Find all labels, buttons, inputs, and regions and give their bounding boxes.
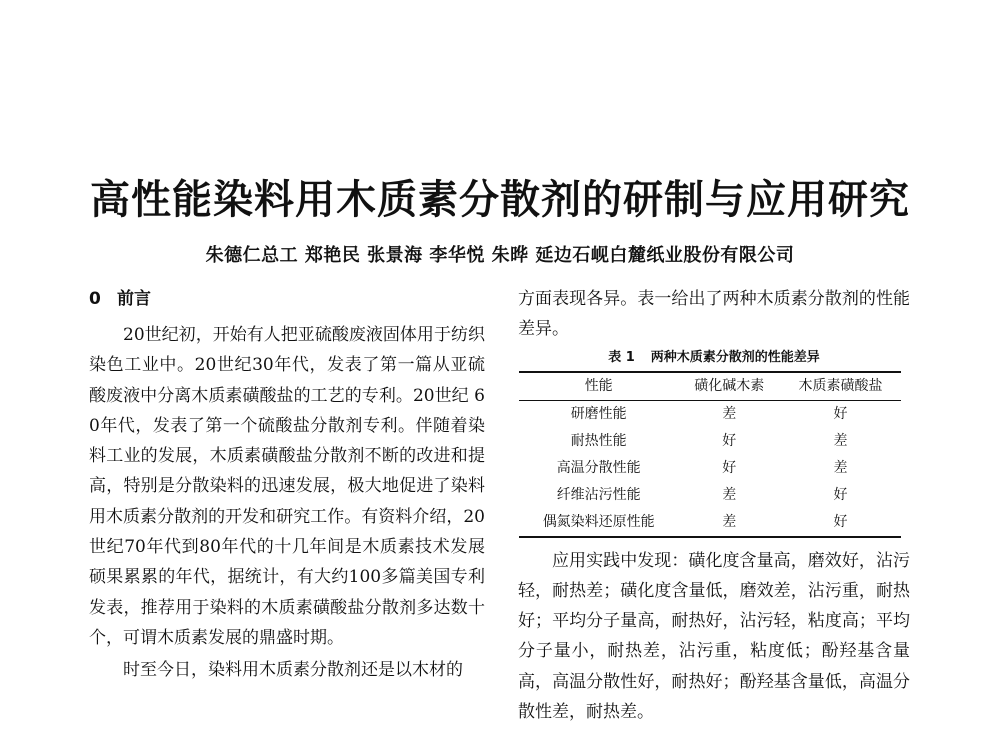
body-paragraph: 方面表现各异。表一给出了两种木质素分散剂的性能差异。 xyxy=(518,289,910,340)
table-cell: 差 xyxy=(722,486,737,503)
table-cell: 纤维沾污性能 xyxy=(556,486,641,503)
table-header-cell: 磺化碱木素 xyxy=(678,372,780,401)
author-line: 朱德仁总工 郑艳民 张景海 李华悦 朱晔 延边石岘白麓纸业股份有限公司 xyxy=(205,245,795,266)
comparison-table xyxy=(519,371,901,538)
left-column xyxy=(89,284,485,686)
table-cell: 好 xyxy=(833,405,848,422)
table-cell: 耐热性能 xyxy=(570,432,627,449)
section-number: 0 xyxy=(89,289,101,309)
table-header-cell: 性能 xyxy=(519,372,678,401)
table-row xyxy=(519,455,901,482)
table-caption xyxy=(518,349,910,367)
table-cell: 好 xyxy=(780,509,901,537)
table-cell: 差 xyxy=(833,432,848,449)
table-title: 两种木质素分散剂的性能差异 xyxy=(650,349,820,365)
section-heading xyxy=(89,284,485,314)
table-row xyxy=(519,482,901,509)
right-column xyxy=(518,284,910,727)
paper-title: 高性能染料用木质素分散剂的研制与应用研究 xyxy=(90,177,910,223)
table-cell: 好 xyxy=(722,432,737,449)
body-paragraph: 20世纪初，开始有人把亚硫酸废液固体用于纺织染色工业中。20世纪30年代，发表了第一篇从亚硫酸废液中分离木质素磺酸盐的工艺的专利。20世纪 60年代，发表了第一个硫酸盐分散剂专利。伴随着染料工业的发展，木质素磺酸盐分散剂不断的改进和提高，特别是分散染料的迅速发展，极大地促进了染料用木质素分散剂的开发和研究工作。有资料介绍，20世纪70年代到80年代的十几年间是木质素技术发展硕果累累的年代，据统计，有大约100多篇美国专利发表，推荐用于染料的木质素磺酸盐分散剂多达数十个，可谓木质素发展的鼎盛时期。 xyxy=(89,325,485,648)
section-title: 前言 xyxy=(117,289,151,309)
table-number: 表 1 xyxy=(608,349,635,365)
table-header-row xyxy=(519,372,901,401)
table-row xyxy=(519,509,901,537)
table-header-cell: 木质素磺酸盐 xyxy=(780,372,901,401)
table-row xyxy=(519,400,901,428)
table-cell: 好 xyxy=(833,486,848,503)
table-cell: 研磨性能 xyxy=(570,405,627,422)
table-cell: 差 xyxy=(833,459,848,476)
table-cell: 偶氮染料还原性能 xyxy=(519,509,678,537)
body-paragraph: 时至今日，染料用木质素分散剂还是以木材的 xyxy=(123,660,463,681)
table-cell: 差 xyxy=(678,509,780,537)
table-cell: 高温分散性能 xyxy=(556,459,641,476)
table-cell: 好 xyxy=(722,459,737,476)
body-paragraph: 应用实践中发现：磺化度含量高，磨效好，沾污轻，耐热差；磺化度含量低，磨效差，沾污重，耐热好；平均分子量高，耐热好，沾污轻，粘度高；平均分子量小，耐热差，沾污重，粘度低；酚羟基含量高，高温分散性好，耐热好；酚羟基含量低，高温分散性差，耐热差。 xyxy=(518,550,910,723)
table-row xyxy=(519,428,901,455)
table-cell: 差 xyxy=(722,405,737,422)
